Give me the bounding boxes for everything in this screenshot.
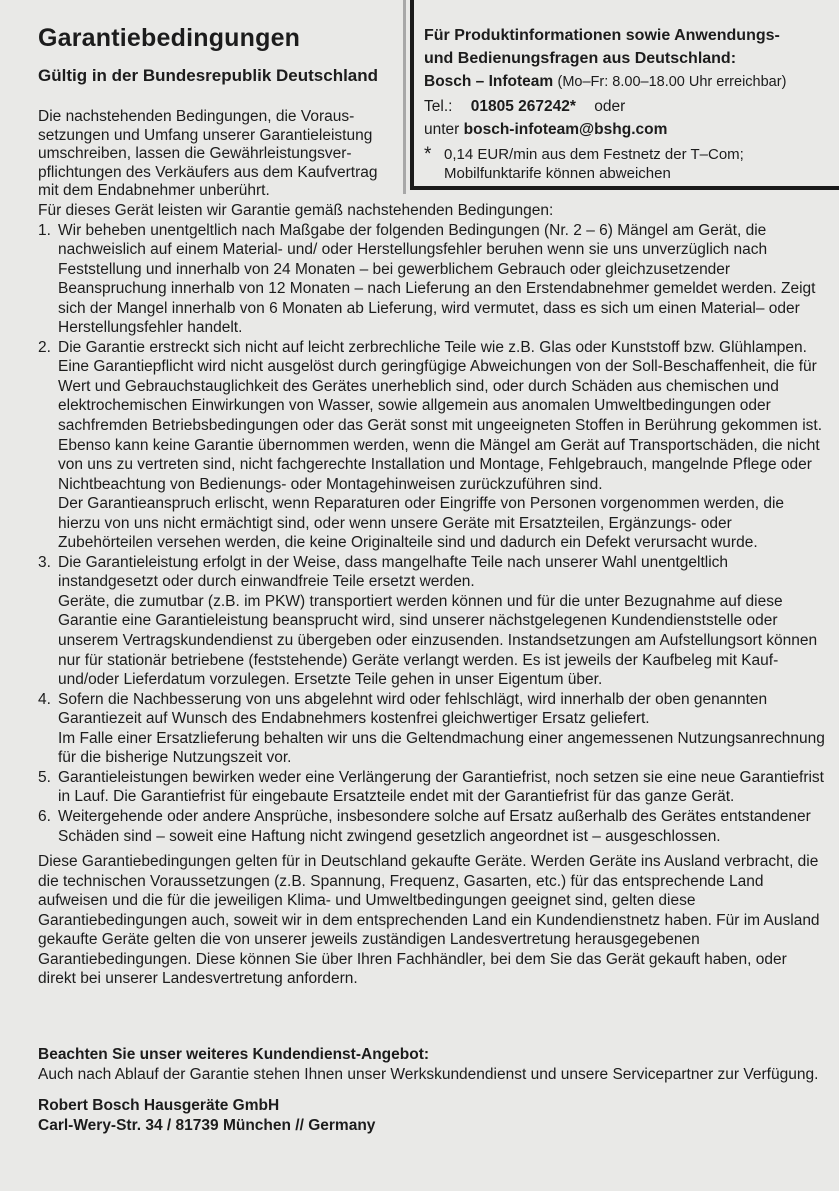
header-column bbox=[38, 24, 398, 201]
intro-line: umschreiben, lassen die Gewährleistungsver- bbox=[38, 145, 352, 163]
page-title: Garantiebedingungen bbox=[38, 24, 301, 52]
term-paragraph: Sofern die Nachbesserung von uns abgelehnt wird oder fehlschlägt, wird innerhalb der oben genannten Garantiezeit auf Wunsch des Endabnehmers kostenfrei gleichwertiger Ersatz geliefert. bbox=[58, 690, 768, 728]
infoteam-heading bbox=[424, 24, 839, 70]
asterisk-marker: * bbox=[424, 143, 432, 165]
intro-paragraph bbox=[38, 108, 398, 201]
intro-line: pflichtungen des Verkäufers aus dem Kaufvertrag bbox=[38, 163, 378, 181]
phone-number: 01805 267242* bbox=[470, 97, 576, 115]
phone-suffix: oder bbox=[594, 97, 626, 115]
term-paragraph: Weitergehende oder andere Ansprüche, insbesondere solche auf Ersatz außerhalb des Gerätes entstandener Schäden sind – soweit eine Haftung nicht zwingend gesetzlich angeordnet ist – ausgeschlossen. bbox=[58, 807, 811, 845]
term-item-1 bbox=[38, 221, 825, 338]
term-number: 2. bbox=[38, 338, 51, 356]
term-paragraph: Im Falle einer Ersatzlieferung behalten wir uns die Geltendmachung einer angemessenen Nutzungsanrechnung für die bisherige Nutzungszeit vor. bbox=[58, 729, 825, 767]
intro-line: mit dem Endabnehmer unberührt. bbox=[38, 182, 270, 200]
term-number: 5. bbox=[38, 768, 51, 786]
term-paragraph: Garantieleistungen bewirken weder eine Verlängerung der Garantiefrist, noch setzen sie eine neue Garantiefrist in Lauf. Die Garantiefrist für eingebaute Ersatzteile endet mit der Garantiefrist für das ganze Gerät. bbox=[58, 768, 824, 806]
terms-intro: Für dieses Gerät leisten wir Garantie gemäß nachstehenden Bedingungen: bbox=[38, 202, 554, 219]
email-prefix: unter bbox=[424, 121, 460, 138]
infoteam-box bbox=[410, 0, 839, 190]
phone-cost-footnote bbox=[424, 145, 839, 184]
abroad-conditions-paragraph: Diese Garantiebedingungen gelten für in Deutschland gekaufte Geräte. Werden Geräte ins Ausland verbracht, die die technischen Voraussetzungen (z.B. Spannung, Frequenz, Gasarten, etc.) für das entsprechende Land aufweisen und die für die jeweiligen Klima- und Umweltbedingungen geeignet sind, gelten diese Garantiebedingungen auch, soweit wir in dem entsprechenden Land ein Kundendienstnetz haben. Für im Ausland gekaufte Geräte gelten die von unserer jeweils zuständigen Landesvertretung herausgegebenen Garantiebedingungen. Diese können Sie über Ihren Fachhändler, bei dem Sie das Gerät gekauft haben, oder direkt bei unserer Landesvertretung anfordern. bbox=[38, 853, 820, 988]
term-item-2 bbox=[38, 338, 825, 553]
company-address: Carl-Wery-Str. 34 / 81739 München // Germany bbox=[38, 1117, 376, 1134]
service-notice-text: Auch nach Ablauf der Garantie stehen Ihnen unser Werkskundendienst und unsere Servicepartner zur Verfügung. bbox=[38, 1066, 819, 1083]
email-address: bosch-infoteam@bshg.com bbox=[463, 121, 668, 138]
infoteam-hours: (Mo–Fr: 8.00–18.00 Uhr erreichbar) bbox=[557, 74, 787, 90]
term-paragraph: Wir beheben unentgeltlich nach Maßgabe der folgenden Bedingungen (Nr. 2 – 6) Mängel am Gerät, die nachweislich auf einem Material- und/ oder Herstellungsfehler beruhen wenn sie uns unverzüglich nach Feststellung und innerhalb von 24 Monaten – bei gewerblichem Gebrauch oder gleichzusetzender Beanspruchung innerhalb von 12 Monaten – nach Lieferung an den Erstendabnehmer gemeldet werden. Zeigt sich der Mangel innerhalb von 6 Monaten ab Lieferung, wird vermutet, dass es sich um einen Material– oder Herstellungsfehler handelt. bbox=[58, 221, 816, 337]
page-subtitle: Gültig in der Bundesrepublik Deutschland bbox=[38, 66, 379, 85]
footer bbox=[38, 1045, 825, 1136]
infoteam-heading-line2: und Bedienungsfragen aus Deutschland: bbox=[424, 50, 737, 67]
infoteam-name-line bbox=[424, 70, 839, 95]
term-number: 3. bbox=[38, 553, 51, 571]
term-paragraph: Die Garantie erstreckt sich nicht auf leicht zerbrechliche Teile wie z.B. Glas oder Kunststoff bzw. Glühlampen. bbox=[58, 338, 807, 356]
term-paragraph: Der Garantieanspruch erlischt, wenn Reparaturen oder Eingriffe von Personen vorgenommen werden, die hierzu von uns nicht ermächtigt sind, oder wenn unsere Geräte mit Ersatzteilen, Ergänzungs- oder Zubehörteilen versehen werden, die keine Originalteile sind und dadurch ein Defekt verursacht wurde. bbox=[58, 495, 785, 552]
term-number: 1. bbox=[38, 221, 51, 239]
footnote-line2: Mobilfunktarife können abweichen bbox=[444, 165, 671, 182]
footnote-line1: 0,14 EUR/min aus dem Festnetz der T–Com; bbox=[444, 145, 744, 163]
phone-label: Tel.: bbox=[424, 97, 453, 115]
infoteam-phone-line bbox=[424, 95, 839, 119]
term-item-3 bbox=[38, 553, 825, 690]
intro-line: setzungen und Umfang unserer Garantieleistung bbox=[38, 126, 373, 144]
term-item-6 bbox=[38, 807, 825, 846]
company-name: Robert Bosch Hausgeräte GmbH bbox=[38, 1097, 280, 1114]
column-divider bbox=[403, 0, 406, 194]
term-number: 4. bbox=[38, 690, 51, 708]
infoteam-heading-line1: Für Produktinformationen sowie Anwendungs- bbox=[424, 27, 780, 44]
term-paragraph: Eine Garantiepflicht wird nicht ausgelöst durch geringfügige Abweichungen von der Soll-Beschaffenheit, die für Wert und Gebrauchstauglichkeit des Gerätes unerheblich sind, oder durch Schäden aus chemischen und elektrochemischen Einwirkungen von Wasser, sowie allgemein aus anomalen Umweltbedingungen oder sachfremden Betriebsbedingungen oder das Gerät sonst mit ungeeigneten Stoffen in Berührung gekommen ist. Ebenso kann keine Garantie übernommen werden, wenn die Mängel am Gerät auf Transportschäden, die nicht von uns zu vertreten sind, nicht fachgerechte Installation und Montage, Fehlgebrauch, mangelnde Pflege oder Nichtbeachtung von Bedienungs- oder Montagehinweisen zurückzuführen sind. bbox=[58, 358, 822, 493]
intro-line: Die nachstehenden Bedingungen, die Voraus- bbox=[38, 108, 355, 125]
term-paragraph: Geräte, die zumutbar (z.B. im PKW) transportiert werden können und für die unter Bezugnahme auf diese Garantie eine Garantieleistung beansprucht wird, sind unserer nächstgelegenen Kundendienststelle oder unserem Vertragskundendienst zu übergeben oder einzusenden. Instandsetzungen am Aufstellungsort können nur für stationär betriebene (feststehende) Geräte verlangt werden. Es ist jeweils der Kaufbeleg mit Kauf- und/oder Lieferdatum vorzulegen. Ersetzte Teile gehen in unser Eigentum über. bbox=[58, 592, 818, 689]
infoteam-name: Bosch – Infoteam bbox=[424, 73, 554, 90]
term-item-4 bbox=[38, 690, 825, 768]
term-number: 6. bbox=[38, 807, 51, 825]
term-item-5 bbox=[38, 768, 825, 807]
infoteam-email-line bbox=[424, 118, 839, 142]
footnote-text bbox=[444, 145, 744, 184]
term-paragraph: Die Garantieleistung erfolgt in der Weise, dass mangelhafte Teile nach unserer Wahl unentgeltlich instandgesetzt oder durch einwandfreie Teile ersetzt werden. bbox=[58, 553, 729, 591]
service-notice-title: Beachten Sie unser weiteres Kundendienst-Angebot: bbox=[38, 1046, 430, 1063]
warranty-terms bbox=[38, 201, 825, 989]
